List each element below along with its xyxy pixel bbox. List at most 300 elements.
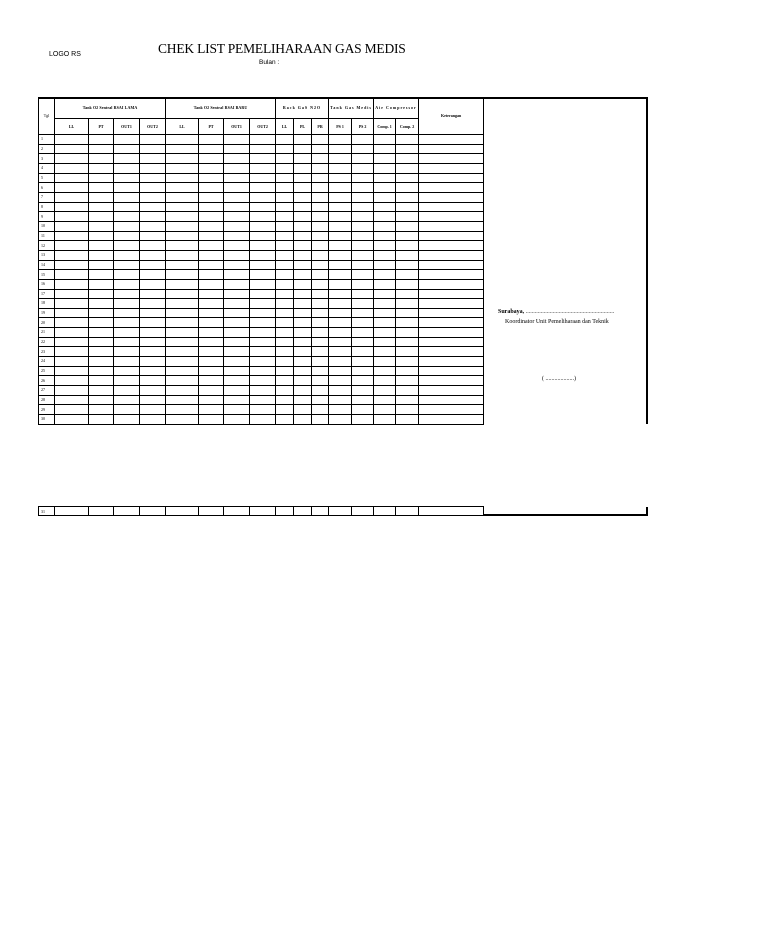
entry-cell[interactable] (55, 192, 89, 202)
entry-cell[interactable] (224, 250, 250, 260)
entry-cell[interactable] (199, 366, 224, 376)
entry-cell[interactable] (114, 299, 140, 309)
entry-cell[interactable] (396, 395, 419, 405)
entry-cell[interactable] (312, 395, 329, 405)
entry-cell[interactable] (329, 192, 352, 202)
entry-cell[interactable] (396, 250, 419, 260)
entry-cell[interactable] (250, 357, 276, 367)
entry-cell[interactable] (276, 231, 294, 241)
entry-cell[interactable] (396, 366, 419, 376)
entry-cell[interactable] (312, 507, 329, 516)
entry-cell[interactable] (374, 163, 396, 173)
entry-cell[interactable] (396, 260, 419, 270)
entry-cell[interactable] (55, 212, 89, 222)
entry-cell[interactable] (140, 318, 166, 328)
entry-cell[interactable] (224, 347, 250, 357)
entry-cell[interactable] (224, 183, 250, 193)
entry-cell[interactable] (312, 289, 329, 299)
entry-cell[interactable] (89, 337, 114, 347)
entry-cell[interactable] (312, 173, 329, 183)
entry-cell[interactable] (374, 260, 396, 270)
entry-cell[interactable] (166, 328, 199, 338)
entry-cell[interactable] (89, 357, 114, 367)
entry-cell[interactable] (224, 279, 250, 289)
entry-cell[interactable] (312, 135, 329, 145)
entry-cell[interactable] (140, 386, 166, 396)
entry-cell[interactable] (352, 202, 374, 212)
entry-cell[interactable] (140, 366, 166, 376)
entry-cell[interactable] (224, 337, 250, 347)
entry-cell[interactable] (419, 163, 484, 173)
entry-cell[interactable] (419, 507, 484, 516)
entry-cell[interactable] (114, 366, 140, 376)
entry-cell[interactable] (312, 212, 329, 222)
entry-cell[interactable] (374, 279, 396, 289)
entry-cell[interactable] (89, 183, 114, 193)
entry-cell[interactable] (396, 192, 419, 202)
entry-cell[interactable] (294, 183, 312, 193)
entry-cell[interactable] (140, 183, 166, 193)
entry-cell[interactable] (396, 241, 419, 251)
entry-cell[interactable] (276, 415, 294, 425)
entry-cell[interactable] (396, 212, 419, 222)
entry-cell[interactable] (89, 415, 114, 425)
entry-cell[interactable] (224, 386, 250, 396)
entry-cell[interactable] (419, 308, 484, 318)
entry-cell[interactable] (312, 308, 329, 318)
entry-cell[interactable] (250, 270, 276, 280)
entry-cell[interactable] (224, 395, 250, 405)
entry-cell[interactable] (55, 357, 89, 367)
entry-cell[interactable] (55, 202, 89, 212)
entry-cell[interactable] (312, 260, 329, 270)
entry-cell[interactable] (199, 386, 224, 396)
entry-cell[interactable] (114, 415, 140, 425)
entry-cell[interactable] (329, 183, 352, 193)
entry-cell[interactable] (312, 183, 329, 193)
entry-cell[interactable] (352, 405, 374, 415)
entry-cell[interactable] (352, 154, 374, 164)
entry-cell[interactable] (329, 250, 352, 260)
entry-cell[interactable] (419, 357, 484, 367)
entry-cell[interactable] (166, 299, 199, 309)
entry-cell[interactable] (55, 231, 89, 241)
entry-cell[interactable] (352, 507, 374, 516)
entry-cell[interactable] (352, 357, 374, 367)
entry-cell[interactable] (114, 154, 140, 164)
entry-cell[interactable] (294, 347, 312, 357)
entry-cell[interactable] (140, 395, 166, 405)
entry-cell[interactable] (89, 395, 114, 405)
entry-cell[interactable] (294, 308, 312, 318)
entry-cell[interactable] (374, 144, 396, 154)
entry-cell[interactable] (250, 250, 276, 260)
entry-cell[interactable] (294, 405, 312, 415)
entry-cell[interactable] (329, 415, 352, 425)
entry-cell[interactable] (89, 405, 114, 415)
entry-cell[interactable] (140, 192, 166, 202)
entry-cell[interactable] (55, 308, 89, 318)
entry-cell[interactable] (352, 183, 374, 193)
entry-cell[interactable] (312, 347, 329, 357)
entry-cell[interactable] (166, 202, 199, 212)
entry-cell[interactable] (199, 144, 224, 154)
entry-cell[interactable] (140, 328, 166, 338)
entry-cell[interactable] (114, 202, 140, 212)
entry-cell[interactable] (89, 135, 114, 145)
entry-cell[interactable] (166, 347, 199, 357)
entry-cell[interactable] (250, 202, 276, 212)
entry-cell[interactable] (55, 366, 89, 376)
entry-cell[interactable] (89, 202, 114, 212)
entry-cell[interactable] (374, 366, 396, 376)
entry-cell[interactable] (419, 260, 484, 270)
entry-cell[interactable] (140, 308, 166, 318)
entry-cell[interactable] (276, 279, 294, 289)
entry-cell[interactable] (55, 299, 89, 309)
entry-cell[interactable] (419, 299, 484, 309)
entry-cell[interactable] (250, 308, 276, 318)
entry-cell[interactable] (329, 289, 352, 299)
entry-cell[interactable] (166, 507, 199, 516)
entry-cell[interactable] (312, 241, 329, 251)
entry-cell[interactable] (55, 405, 89, 415)
entry-cell[interactable] (276, 386, 294, 396)
entry-cell[interactable] (294, 202, 312, 212)
entry-cell[interactable] (329, 308, 352, 318)
entry-cell[interactable] (140, 250, 166, 260)
entry-cell[interactable] (114, 337, 140, 347)
entry-cell[interactable] (276, 308, 294, 318)
entry-cell[interactable] (140, 163, 166, 173)
entry-cell[interactable] (250, 192, 276, 202)
entry-cell[interactable] (114, 279, 140, 289)
entry-cell[interactable] (250, 163, 276, 173)
entry-cell[interactable] (374, 328, 396, 338)
entry-cell[interactable] (250, 241, 276, 251)
entry-cell[interactable] (114, 395, 140, 405)
entry-cell[interactable] (396, 279, 419, 289)
entry-cell[interactable] (55, 507, 89, 516)
entry-cell[interactable] (89, 144, 114, 154)
entry-cell[interactable] (312, 202, 329, 212)
entry-cell[interactable] (55, 415, 89, 425)
entry-cell[interactable] (140, 405, 166, 415)
entry-cell[interactable] (396, 347, 419, 357)
entry-cell[interactable] (329, 144, 352, 154)
entry-cell[interactable] (140, 299, 166, 309)
entry-cell[interactable] (329, 357, 352, 367)
entry-cell[interactable] (114, 183, 140, 193)
entry-cell[interactable] (419, 405, 484, 415)
entry-cell[interactable] (329, 212, 352, 222)
entry-cell[interactable] (250, 507, 276, 516)
entry-cell[interactable] (199, 241, 224, 251)
entry-cell[interactable] (294, 328, 312, 338)
entry-cell[interactable] (276, 405, 294, 415)
entry-cell[interactable] (396, 328, 419, 338)
entry-cell[interactable] (224, 154, 250, 164)
entry-cell[interactable] (140, 279, 166, 289)
entry-cell[interactable] (374, 376, 396, 386)
entry-cell[interactable] (166, 318, 199, 328)
entry-cell[interactable] (199, 270, 224, 280)
entry-cell[interactable] (374, 395, 396, 405)
entry-cell[interactable] (312, 231, 329, 241)
entry-cell[interactable] (396, 163, 419, 173)
entry-cell[interactable] (199, 289, 224, 299)
entry-cell[interactable] (374, 202, 396, 212)
entry-cell[interactable] (329, 395, 352, 405)
entry-cell[interactable] (276, 337, 294, 347)
entry-cell[interactable] (374, 347, 396, 357)
entry-cell[interactable] (55, 279, 89, 289)
entry-cell[interactable] (294, 376, 312, 386)
entry-cell[interactable] (224, 221, 250, 231)
entry-cell[interactable] (140, 337, 166, 347)
entry-cell[interactable] (396, 386, 419, 396)
entry-cell[interactable] (114, 173, 140, 183)
entry-cell[interactable] (89, 241, 114, 251)
entry-cell[interactable] (199, 376, 224, 386)
entry-cell[interactable] (329, 299, 352, 309)
entry-cell[interactable] (224, 308, 250, 318)
entry-cell[interactable] (312, 163, 329, 173)
entry-cell[interactable] (224, 299, 250, 309)
entry-cell[interactable] (166, 212, 199, 222)
entry-cell[interactable] (140, 173, 166, 183)
entry-cell[interactable] (55, 260, 89, 270)
entry-cell[interactable] (166, 163, 199, 173)
entry-cell[interactable] (114, 376, 140, 386)
entry-cell[interactable] (294, 221, 312, 231)
entry-cell[interactable] (396, 318, 419, 328)
entry-cell[interactable] (419, 366, 484, 376)
entry-cell[interactable] (166, 154, 199, 164)
entry-cell[interactable] (224, 289, 250, 299)
entry-cell[interactable] (294, 299, 312, 309)
entry-cell[interactable] (276, 202, 294, 212)
entry-cell[interactable] (114, 347, 140, 357)
entry-cell[interactable] (352, 289, 374, 299)
entry-cell[interactable] (140, 270, 166, 280)
entry-cell[interactable] (199, 135, 224, 145)
entry-cell[interactable] (224, 231, 250, 241)
entry-cell[interactable] (166, 337, 199, 347)
entry-cell[interactable] (374, 212, 396, 222)
entry-cell[interactable] (352, 395, 374, 405)
entry-cell[interactable] (250, 405, 276, 415)
entry-cell[interactable] (419, 221, 484, 231)
entry-cell[interactable] (374, 308, 396, 318)
entry-cell[interactable] (114, 357, 140, 367)
entry-cell[interactable] (294, 337, 312, 347)
entry-cell[interactable] (224, 144, 250, 154)
entry-cell[interactable] (250, 415, 276, 425)
entry-cell[interactable] (114, 308, 140, 318)
entry-cell[interactable] (140, 347, 166, 357)
entry-cell[interactable] (352, 144, 374, 154)
entry-cell[interactable] (276, 507, 294, 516)
entry-cell[interactable] (329, 386, 352, 396)
entry-cell[interactable] (374, 415, 396, 425)
entry-cell[interactable] (294, 395, 312, 405)
entry-cell[interactable] (329, 202, 352, 212)
entry-cell[interactable] (419, 192, 484, 202)
entry-cell[interactable] (352, 163, 374, 173)
entry-cell[interactable] (140, 241, 166, 251)
entry-cell[interactable] (250, 395, 276, 405)
entry-cell[interactable] (352, 231, 374, 241)
entry-cell[interactable] (250, 386, 276, 396)
entry-cell[interactable] (199, 260, 224, 270)
entry-cell[interactable] (224, 376, 250, 386)
entry-cell[interactable] (396, 337, 419, 347)
entry-cell[interactable] (140, 415, 166, 425)
entry-cell[interactable] (374, 318, 396, 328)
entry-cell[interactable] (352, 308, 374, 318)
entry-cell[interactable] (114, 318, 140, 328)
entry-cell[interactable] (276, 135, 294, 145)
entry-cell[interactable] (89, 386, 114, 396)
entry-cell[interactable] (199, 212, 224, 222)
entry-cell[interactable] (374, 154, 396, 164)
entry-cell[interactable] (419, 318, 484, 328)
entry-cell[interactable] (374, 241, 396, 251)
entry-cell[interactable] (312, 366, 329, 376)
entry-cell[interactable] (352, 241, 374, 251)
entry-cell[interactable] (140, 144, 166, 154)
entry-cell[interactable] (329, 279, 352, 289)
entry-cell[interactable] (312, 318, 329, 328)
entry-cell[interactable] (396, 173, 419, 183)
entry-cell[interactable] (89, 221, 114, 231)
entry-cell[interactable] (224, 318, 250, 328)
entry-cell[interactable] (329, 405, 352, 415)
entry-cell[interactable] (352, 415, 374, 425)
entry-cell[interactable] (294, 386, 312, 396)
entry-cell[interactable] (166, 231, 199, 241)
entry-cell[interactable] (166, 221, 199, 231)
entry-cell[interactable] (329, 366, 352, 376)
entry-cell[interactable] (224, 328, 250, 338)
entry-cell[interactable] (55, 337, 89, 347)
entry-cell[interactable] (294, 241, 312, 251)
entry-cell[interactable] (374, 405, 396, 415)
entry-cell[interactable] (352, 212, 374, 222)
entry-cell[interactable] (224, 270, 250, 280)
entry-cell[interactable] (352, 135, 374, 145)
entry-cell[interactable] (396, 289, 419, 299)
entry-cell[interactable] (55, 395, 89, 405)
entry-cell[interactable] (250, 135, 276, 145)
entry-cell[interactable] (224, 405, 250, 415)
entry-cell[interactable] (312, 337, 329, 347)
entry-cell[interactable] (276, 241, 294, 251)
entry-cell[interactable] (276, 376, 294, 386)
entry-cell[interactable] (89, 231, 114, 241)
entry-cell[interactable] (166, 250, 199, 260)
entry-cell[interactable] (55, 154, 89, 164)
entry-cell[interactable] (55, 144, 89, 154)
entry-cell[interactable] (224, 366, 250, 376)
entry-cell[interactable] (294, 507, 312, 516)
entry-cell[interactable] (250, 231, 276, 241)
entry-cell[interactable] (329, 241, 352, 251)
entry-cell[interactable] (312, 144, 329, 154)
entry-cell[interactable] (396, 405, 419, 415)
entry-cell[interactable] (352, 299, 374, 309)
entry-cell[interactable] (374, 270, 396, 280)
entry-cell[interactable] (419, 154, 484, 164)
entry-cell[interactable] (166, 415, 199, 425)
entry-cell[interactable] (276, 270, 294, 280)
entry-cell[interactable] (396, 154, 419, 164)
entry-cell[interactable] (166, 135, 199, 145)
entry-cell[interactable] (312, 405, 329, 415)
entry-cell[interactable] (89, 507, 114, 516)
entry-cell[interactable] (312, 299, 329, 309)
entry-cell[interactable] (250, 289, 276, 299)
entry-cell[interactable] (224, 212, 250, 222)
entry-cell[interactable] (276, 328, 294, 338)
entry-cell[interactable] (199, 173, 224, 183)
entry-cell[interactable] (166, 173, 199, 183)
entry-cell[interactable] (312, 192, 329, 202)
entry-cell[interactable] (89, 376, 114, 386)
entry-cell[interactable] (199, 279, 224, 289)
entry-cell[interactable] (89, 163, 114, 173)
entry-cell[interactable] (140, 135, 166, 145)
entry-cell[interactable] (114, 212, 140, 222)
entry-cell[interactable] (199, 221, 224, 231)
entry-cell[interactable] (396, 376, 419, 386)
entry-cell[interactable] (352, 173, 374, 183)
entry-cell[interactable] (294, 163, 312, 173)
entry-cell[interactable] (250, 144, 276, 154)
entry-cell[interactable] (329, 328, 352, 338)
entry-cell[interactable] (329, 163, 352, 173)
entry-cell[interactable] (374, 250, 396, 260)
entry-cell[interactable] (419, 144, 484, 154)
entry-cell[interactable] (166, 192, 199, 202)
entry-cell[interactable] (329, 347, 352, 357)
entry-cell[interactable] (396, 183, 419, 193)
entry-cell[interactable] (250, 318, 276, 328)
entry-cell[interactable] (114, 386, 140, 396)
entry-cell[interactable] (140, 154, 166, 164)
entry-cell[interactable] (140, 231, 166, 241)
entry-cell[interactable] (224, 192, 250, 202)
entry-cell[interactable] (199, 347, 224, 357)
entry-cell[interactable] (396, 221, 419, 231)
entry-cell[interactable] (114, 135, 140, 145)
entry-cell[interactable] (140, 260, 166, 270)
entry-cell[interactable] (294, 250, 312, 260)
entry-cell[interactable] (352, 366, 374, 376)
entry-cell[interactable] (294, 231, 312, 241)
entry-cell[interactable] (374, 289, 396, 299)
entry-cell[interactable] (114, 260, 140, 270)
entry-cell[interactable] (89, 260, 114, 270)
entry-cell[interactable] (329, 376, 352, 386)
entry-cell[interactable] (224, 260, 250, 270)
entry-cell[interactable] (114, 192, 140, 202)
entry-cell[interactable] (199, 318, 224, 328)
entry-cell[interactable] (140, 202, 166, 212)
entry-cell[interactable] (396, 415, 419, 425)
entry-cell[interactable] (114, 163, 140, 173)
